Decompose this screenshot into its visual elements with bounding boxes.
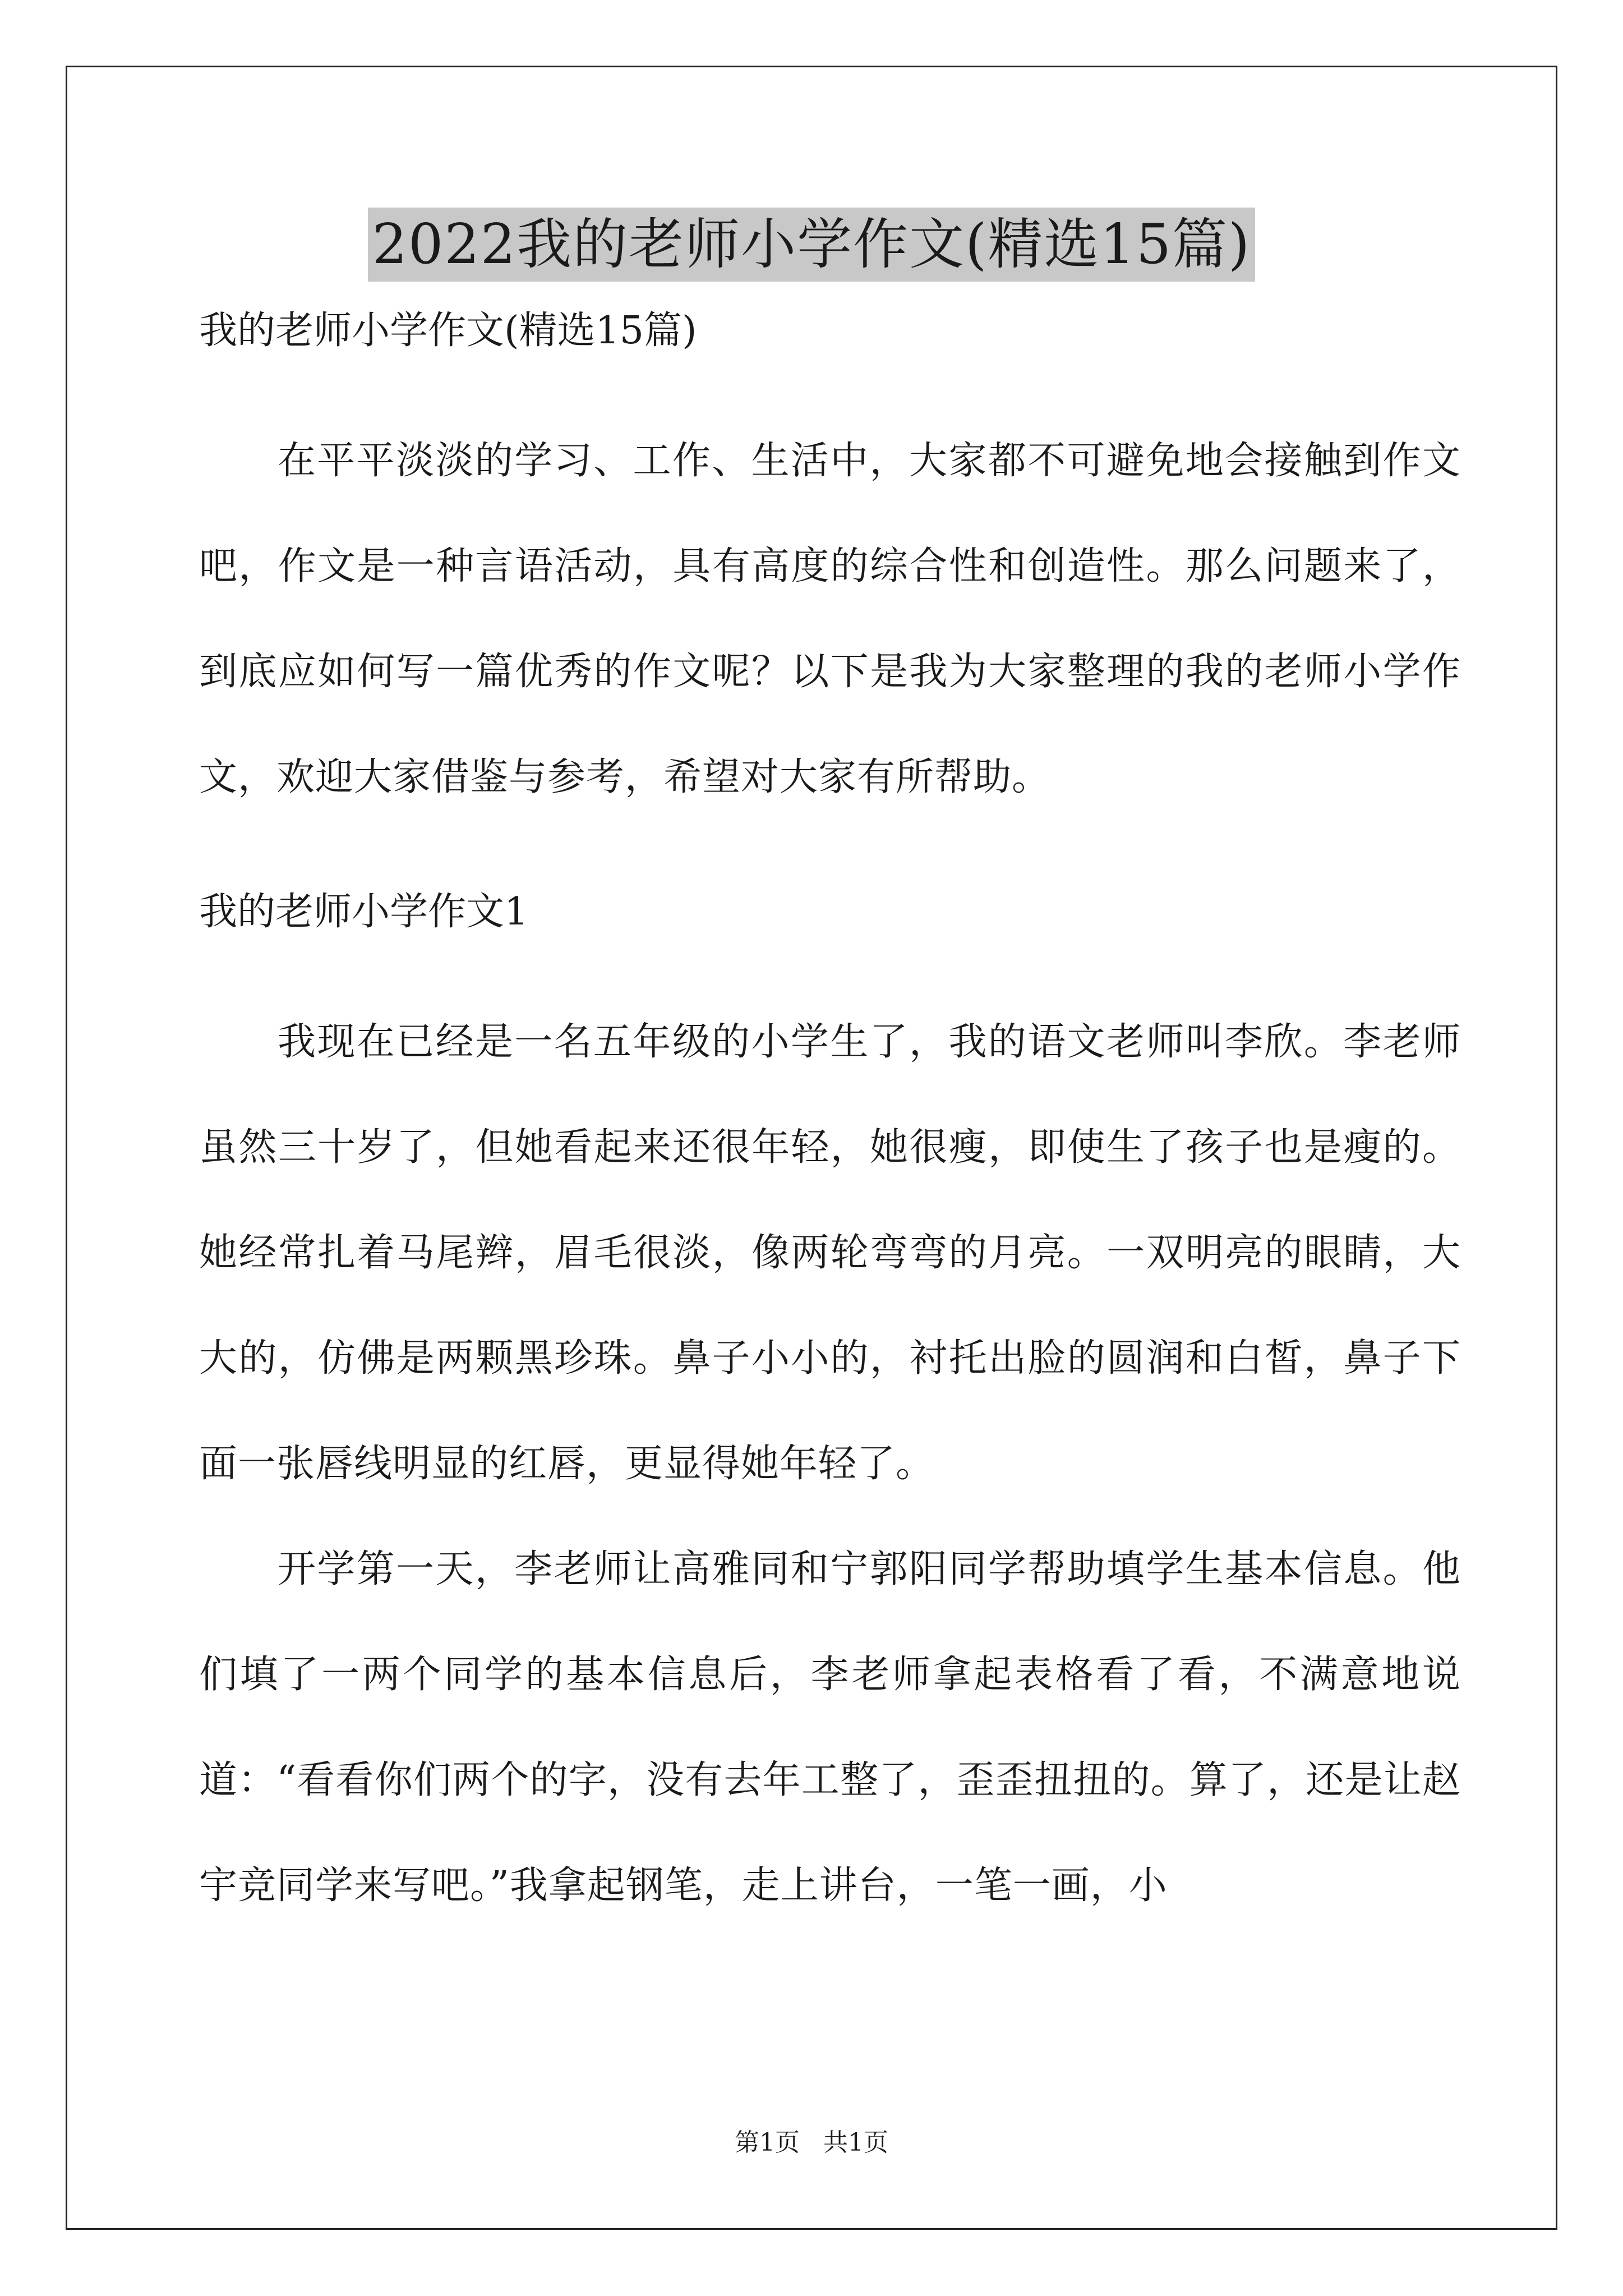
document-body [199,303,1461,1939]
section-1-heading: 我的老师小学作文1 [199,890,529,934]
page-number-footer: 第1页 共1页 [735,2128,888,2157]
section-1-paragraph: 我现在已经是一名五年级的小学生了，我的语文老师叫李欣。李老师虽然三十岁了，但她看起来还很年轻，她很瘦，即使生了孩子也是瘦的。她经常扎着马尾辫，眉毛很淡，像两轮弯弯的月亮。一双明亮的眼睛，大大的，仿佛是两颗黑珍珠。鼻子小小的，衬托出脸的圆润和白皙，鼻子下面一张唇线明显的红唇，更显得她年轻了。 [199,1020,1461,1486]
section-1-paragraph: 开学第一天，李老师让高雅同和宁郭阳同学帮助填学生基本信息。他们填了一两个同学的基本信息后，李老师拿起表格看了看，不满意地说道：“看看你们两个的字，没有去年工整了，歪歪扭扭的。算了，还是让赵宇竞同学来写吧。”我拿起钢笔，走上讲台，一笔一画，小 [199,1547,1461,1908]
intro-heading: 我的老师小学作文(精选15篇) [199,309,697,353]
intro-paragraph: 在平平淡淡的学习、工作、生活中，大家都不可避免地会接触到作文吧，作文是一种言语活动，具有高度的综合性和创造性。那么问题来了，到底应如何写一篇优秀的作文呢？以下是我为大家整理的我的老师小学作文，欢迎大家借鉴与参考，希望对大家有所帮助。 [199,439,1461,799]
document-title: 2022我的老师小学作文(精选15篇) [368,208,1256,282]
title-container [0,208,1623,282]
